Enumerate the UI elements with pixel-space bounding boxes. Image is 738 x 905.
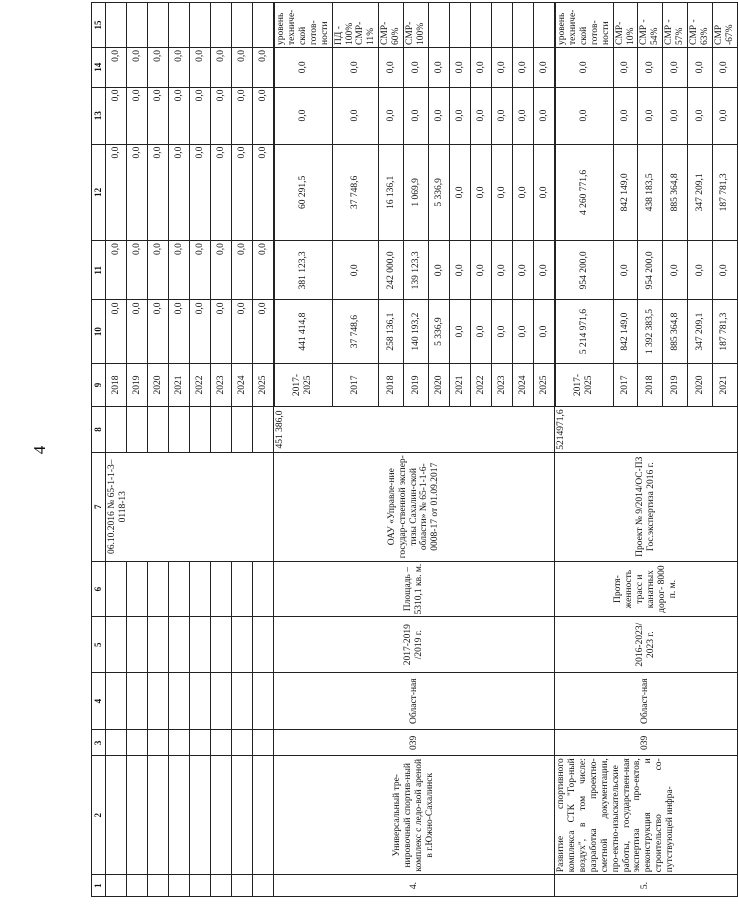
value-cell: 0,0: [533, 241, 554, 300]
header-cell: 9: [92, 363, 106, 407]
header-cell: 11: [92, 241, 106, 300]
value-cell: 0,0: [663, 48, 688, 88]
cell: [253, 756, 274, 875]
year-cell: 2018: [638, 363, 663, 407]
year-cell: 2020: [688, 363, 713, 407]
value-cell: 5 214 971,6: [555, 300, 613, 363]
cell: [253, 730, 274, 756]
status-cell: [169, 3, 190, 48]
item4-name: Универсальный тре-нировочный спортив-ный комплекс с ледо-вой ареной в г.Южно-Сахалинск: [274, 756, 555, 875]
status-cell: СМР - 57%: [663, 3, 688, 48]
value-cell: 140 193,2: [404, 300, 429, 363]
value-cell: 0,0: [533, 300, 554, 363]
year-cell: 2018: [379, 363, 404, 407]
value-cell: 0,0: [211, 300, 232, 363]
cell: [106, 875, 127, 897]
cell: [232, 561, 253, 617]
year-cell: 2020: [148, 363, 169, 407]
value-cell: 0,0: [512, 48, 533, 88]
cell: [106, 756, 127, 875]
value-cell: 0,0: [555, 48, 613, 88]
value-cell: 0,0: [148, 87, 169, 144]
value-cell: 0,0: [253, 241, 274, 300]
value-cell: 0,0: [275, 48, 333, 88]
cell: [232, 756, 253, 875]
year-cell: 2021: [449, 363, 470, 407]
year-cell: 2022: [470, 363, 491, 407]
header-cell: 3: [92, 730, 106, 756]
value-cell: 0,0: [232, 48, 253, 88]
cell: [169, 756, 190, 875]
cell: [190, 617, 211, 672]
value-cell: 0,0: [148, 144, 169, 241]
item4-level: Област-ная: [274, 672, 555, 730]
status-cell: СМР- 60%: [379, 3, 404, 48]
status-cell: уровень техниче-ской готов-ности: [555, 3, 613, 48]
cell: [127, 407, 148, 452]
status-cell: [512, 3, 533, 48]
status-cell: СМР- 100%: [404, 3, 429, 48]
cell: [169, 875, 190, 897]
table-row: [211, 3, 232, 897]
cell: [169, 617, 190, 672]
header-cell: 12: [92, 144, 106, 241]
value-cell: 0,0: [470, 48, 491, 88]
cell: [127, 756, 148, 875]
value-cell: 0,0: [491, 241, 512, 300]
status-cell: [211, 3, 232, 48]
value-cell: 242 000,0: [379, 241, 404, 300]
value-cell: 0,0: [512, 87, 533, 144]
value-cell: 0,0: [688, 241, 713, 300]
header-cell: 6: [92, 561, 106, 617]
cell: [106, 730, 127, 756]
value-cell: 60 291,5: [275, 144, 333, 241]
status-cell: [491, 3, 512, 48]
header-cell: 2: [92, 756, 106, 875]
cell: [211, 561, 232, 617]
cell: [211, 672, 232, 730]
value-cell: 0,0: [688, 48, 713, 88]
value-cell: 0,0: [232, 87, 253, 144]
year-cell: 2019: [127, 363, 148, 407]
value-cell: 0,0: [190, 241, 211, 300]
cell: [169, 730, 190, 756]
item5-number: 5.: [554, 875, 737, 897]
value-cell: 0,0: [404, 48, 429, 88]
value-cell: 0,0: [404, 87, 429, 144]
value-cell: 0,0: [169, 144, 190, 241]
value-cell: 0,0: [106, 144, 127, 241]
cell: [127, 730, 148, 756]
cell: [211, 756, 232, 875]
value-cell: 0,0: [190, 144, 211, 241]
year-cell: 2024: [512, 363, 533, 407]
cell: [232, 672, 253, 730]
status-cell: уровень техниче-ской готов-ности: [275, 3, 333, 48]
value-cell: 954 200,0: [638, 241, 663, 300]
value-cell: 0,0: [491, 87, 512, 144]
status-cell: [106, 3, 127, 48]
value-cell: 0,0: [379, 87, 404, 144]
cell: [253, 407, 274, 452]
year-cell: 2021: [712, 363, 737, 407]
value-cell: 258 136,1: [379, 300, 404, 363]
value-cell: 0,0: [106, 300, 127, 363]
header-cell: 15: [92, 3, 106, 48]
value-cell: 0,0: [332, 87, 379, 144]
cell: [148, 407, 169, 452]
cell: [190, 407, 211, 452]
value-cell: 0,0: [211, 87, 232, 144]
status-cell: [148, 3, 169, 48]
item5-document: Проект № 9/2014/ОС-ПЗ Гос.экспертиза 2016 г.: [554, 452, 737, 561]
year-cell: 2018: [106, 363, 127, 407]
value-cell: 0,0: [470, 241, 491, 300]
status-cell: [533, 3, 554, 48]
table-row: [253, 3, 274, 897]
status-cell: [232, 3, 253, 48]
cell: [148, 756, 169, 875]
table-row: [106, 3, 127, 897]
header-cell: 8: [92, 407, 106, 452]
value-cell: 885 364,8: [663, 300, 688, 363]
header-cell: 5: [92, 617, 106, 672]
cell: [148, 730, 169, 756]
value-cell: 347 209,1: [688, 144, 713, 241]
cell: [190, 672, 211, 730]
cell: [211, 407, 232, 452]
cell: [253, 617, 274, 672]
value-cell: 187 781,3: [712, 144, 737, 241]
cell: [211, 875, 232, 897]
item4-capacity: Площадь – 5310,1 кв. м.: [274, 561, 555, 617]
cell: [169, 672, 190, 730]
value-cell: 0,0: [449, 300, 470, 363]
value-cell: 0,0: [211, 144, 232, 241]
page-number: 4: [30, 445, 49, 455]
cell: [232, 617, 253, 672]
status-cell: [470, 3, 491, 48]
cell: [148, 561, 169, 617]
cell: [127, 672, 148, 730]
value-cell: 0,0: [491, 48, 512, 88]
value-cell: 37 748,6: [332, 144, 379, 241]
value-cell: 0,0: [449, 48, 470, 88]
header-row: [92, 3, 106, 897]
cell: [106, 407, 127, 452]
item5-code: 039: [554, 730, 737, 756]
value-cell: 5 336,9: [428, 144, 449, 241]
cell: [211, 730, 232, 756]
status-cell: ПД - 100% СМР- 11%: [332, 3, 379, 48]
status-cell: СМР- 10%: [613, 3, 638, 48]
header-cell: 4: [92, 672, 106, 730]
item5-period: 2016-2023/ 2023 г.: [554, 617, 737, 672]
value-cell: 0,0: [449, 87, 470, 144]
header-cell: 13: [92, 87, 106, 144]
value-cell: 954 200,0: [555, 241, 613, 300]
value-cell: 0,0: [169, 300, 190, 363]
value-cell: 0,0: [638, 48, 663, 88]
item4-number: 4.: [274, 875, 555, 897]
status-cell: [428, 3, 449, 48]
table-row: [232, 3, 253, 897]
value-cell: 0,0: [127, 144, 148, 241]
cell: [253, 875, 274, 897]
value-cell: 0,0: [449, 241, 470, 300]
value-cell: 0,0: [127, 300, 148, 363]
item4-period: 2017-2019 /2019 г.: [274, 617, 555, 672]
cell: [232, 875, 253, 897]
value-cell: 0,0: [712, 48, 737, 88]
cell: [211, 617, 232, 672]
value-cell: 37 748,6: [332, 300, 379, 363]
status-cell: [190, 3, 211, 48]
item5-cost: 5214971,6: [554, 407, 737, 452]
item4-cost: 451 386,0: [274, 407, 555, 452]
cell: [253, 672, 274, 730]
item4-document: ОАУ «Управле-ние государ-ственной экспер-тизы Сахалин-ской области» № 65-1-1-6-0008-17 от 01.09.2017: [274, 452, 555, 561]
value-cell: 0,0: [106, 241, 127, 300]
table-row: [148, 3, 169, 897]
cell: [127, 875, 148, 897]
year-cell: 2019: [404, 363, 429, 407]
cell: [169, 407, 190, 452]
status-cell: [449, 3, 470, 48]
investment-projects-table: [91, 2, 738, 897]
value-cell: 0,0: [512, 241, 533, 300]
value-cell: 0,0: [663, 87, 688, 144]
item4-code: 039: [274, 730, 555, 756]
value-cell: 0,0: [332, 48, 379, 88]
table-row: [169, 3, 190, 897]
value-cell: 0,0: [512, 144, 533, 241]
value-cell: 0,0: [613, 241, 638, 300]
value-cell: 187 781,3: [712, 300, 737, 363]
value-cell: 0,0: [332, 241, 379, 300]
value-cell: 5 336,9: [428, 300, 449, 363]
value-cell: 0,0: [169, 241, 190, 300]
value-cell: 842 149,0: [613, 144, 638, 241]
cell: [127, 561, 148, 617]
value-cell: 0,0: [470, 300, 491, 363]
value-cell: 0,0: [190, 87, 211, 144]
cell: [232, 730, 253, 756]
cell: [106, 617, 127, 672]
value-cell: 0,0: [712, 87, 737, 144]
year-cell: 2024: [232, 363, 253, 407]
value-cell: 0,0: [470, 87, 491, 144]
value-cell: 0,0: [428, 48, 449, 88]
value-cell: 0,0: [253, 300, 274, 363]
item5-name: Развитие спортивного комплекса СТК "Гор-ный воздух", в том числе: разработка проектно-сметной документации, про-ектно-изыскательские работы, государствен-ная экспертиза про-ектов, реконструкция и строительство со-путствующей инфра-: [554, 756, 737, 875]
cell: [190, 730, 211, 756]
value-cell: 0,0: [491, 300, 512, 363]
value-cell: 0,0: [428, 241, 449, 300]
cell: [106, 561, 127, 617]
cell: [190, 561, 211, 617]
cell: [148, 875, 169, 897]
value-cell: 1 069,9: [404, 144, 429, 241]
value-cell: 0,0: [253, 87, 274, 144]
header-cell: 7: [92, 452, 106, 561]
value-cell: 0,0: [232, 241, 253, 300]
value-cell: 0,0: [379, 48, 404, 88]
cell: [253, 561, 274, 617]
header-cell: 14: [92, 48, 106, 88]
value-cell: 0,0: [555, 87, 613, 144]
status-cell: [127, 3, 148, 48]
year-cell: 2017: [613, 363, 638, 407]
value-cell: 0,0: [190, 48, 211, 88]
status-cell: [253, 3, 274, 48]
value-cell: 0,0: [169, 87, 190, 144]
value-cell: 0,0: [491, 144, 512, 241]
project-document-cell: 06.10.2016 № 65-1-1-3–0118-13: [106, 452, 274, 561]
value-cell: 0,0: [253, 48, 274, 88]
status-cell: СМР - 63%: [688, 3, 713, 48]
value-cell: 438 183,5: [638, 144, 663, 241]
value-cell: 0,0: [211, 48, 232, 88]
value-cell: 0,0: [148, 48, 169, 88]
value-cell: 381 123,3: [275, 241, 333, 300]
year-cell: 2017-2025: [555, 363, 613, 407]
cell: [232, 407, 253, 452]
cell: [169, 561, 190, 617]
value-cell: 0,0: [533, 144, 554, 241]
item5-level: Област-ная: [554, 672, 737, 730]
year-cell: 2017-2025: [275, 363, 333, 407]
value-cell: 0,0: [169, 48, 190, 88]
value-cell: 0,0: [533, 87, 554, 144]
value-cell: 885 364,8: [663, 144, 688, 241]
value-cell: 0,0: [613, 87, 638, 144]
value-cell: 0,0: [127, 48, 148, 88]
value-cell: 16 136,1: [379, 144, 404, 241]
year-cell: 2020: [428, 363, 449, 407]
year-cell: 2025: [533, 363, 554, 407]
value-cell: 0,0: [106, 87, 127, 144]
cell: [106, 672, 127, 730]
value-cell: 347 209,1: [688, 300, 713, 363]
value-cell: 0,0: [127, 241, 148, 300]
year-cell: 2021: [169, 363, 190, 407]
value-cell: 0,0: [211, 241, 232, 300]
value-cell: 1 392 383,5: [638, 300, 663, 363]
value-cell: 0,0: [106, 48, 127, 88]
value-cell: 0,0: [712, 241, 737, 300]
value-cell: 441 414,8: [275, 300, 333, 363]
value-cell: 0,0: [470, 144, 491, 241]
rotated-page-content: [91, 2, 735, 897]
year-cell: 2017: [332, 363, 379, 407]
value-cell: 0,0: [127, 87, 148, 144]
cell: [190, 875, 211, 897]
value-cell: 0,0: [613, 48, 638, 88]
value-cell: 0,0: [688, 87, 713, 144]
year-cell: 2019: [663, 363, 688, 407]
status-cell: СМР - 54%: [638, 3, 663, 48]
table-row: [127, 3, 148, 897]
header-cell: 10: [92, 300, 106, 363]
value-cell: 0,0: [428, 87, 449, 144]
value-cell: 139 123,3: [404, 241, 429, 300]
value-cell: 0,0: [638, 87, 663, 144]
status-cell: СМР -67%: [712, 3, 737, 48]
item5-capacity: Протя-женность трасс и канатных дорог- 8000 п. м.: [554, 561, 737, 617]
value-cell: 0,0: [148, 300, 169, 363]
value-cell: 0,0: [253, 144, 274, 241]
year-cell: 2025: [253, 363, 274, 407]
value-cell: 842 149,0: [613, 300, 638, 363]
cell: [148, 617, 169, 672]
year-cell: 2023: [491, 363, 512, 407]
value-cell: 0,0: [275, 87, 333, 144]
value-cell: 4 260 771,6: [555, 144, 613, 241]
value-cell: 0,0: [232, 144, 253, 241]
value-cell: 0,0: [663, 241, 688, 300]
value-cell: 0,0: [190, 300, 211, 363]
cell: [190, 756, 211, 875]
header-cell: 1: [92, 875, 106, 897]
cell: [148, 672, 169, 730]
value-cell: 0,0: [449, 144, 470, 241]
value-cell: 0,0: [232, 300, 253, 363]
value-cell: 0,0: [512, 300, 533, 363]
cell: [127, 617, 148, 672]
value-cell: 0,0: [533, 48, 554, 88]
table-row: [190, 3, 211, 897]
value-cell: 0,0: [148, 241, 169, 300]
year-cell: 2023: [211, 363, 232, 407]
year-cell: 2022: [190, 363, 211, 407]
